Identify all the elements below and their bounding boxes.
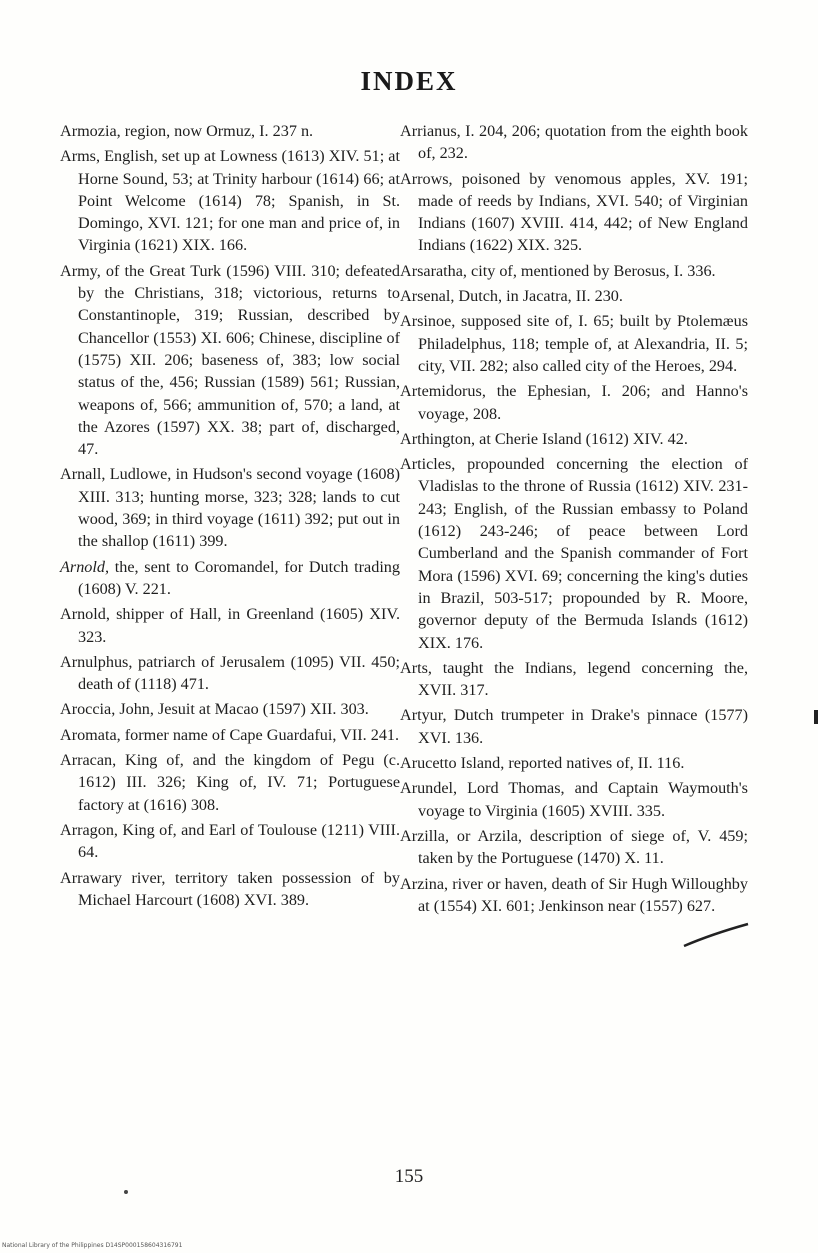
index-entry: Arnall, Ludlowe, in Hudson's second voyage (1608) XIII. 313; hunting morse, 323; 328; lands to cut wood, 369; in third voyage (1611) 392; put out in the shallop (1611) 399. (60, 465, 400, 551)
index-entry: Aroccia, John, Jesuit at Macao (1597) XII. 303. (60, 700, 369, 719)
index-entry: Arucetto Island, reported natives of, II. 116. (400, 754, 685, 773)
index-entry: Artemidorus, the Ephesian, I. 206; and Hanno's voyage, 208. (400, 382, 748, 423)
index-entry: Arzina, river or haven, death of Sir Hugh Willoughby at (1554) XI. 601; Jenkinson near (1557) 627. (400, 874, 748, 915)
index-entry: Articles, propounded concerning the election of Vladislas to the throne of Russia (1612) XIV. 231-243; English, of the Russian embassy to Poland (1612) 243-246; of peace between Lord Cumberland and the Spanish commander of Fort Mora (1596) XVI. 69; concerning the king's duties in Brazil, 503-517; propounded by R. Moore, governor deputy of the Bermuda Islands (1612) XIX. 176. (400, 455, 748, 652)
index-entry: Arsenal, Dutch, in Jacatra, II. 230. (400, 287, 623, 306)
index-entry: Arnulphus, patriarch of Jerusalem (1095) VII. 450; death of (1118) 471. (60, 652, 400, 694)
index-entry: Arsaratha, city of, mentioned by Berosus, I. 336. (400, 261, 716, 280)
pen-mark-decoration (682, 920, 752, 950)
index-entry: Arsinoe, supposed site of, I. 65; built by Ptolemæus Philadelphus, 118; temple of, at Alexandria, II. 5; city, VII. 282; also called city of the Heroes, 294. (400, 312, 748, 375)
index-entry: Arzilla, or Arzila, description of siege of, V. 459; taken by the Portuguese (1470) X. 11. (400, 826, 748, 868)
index-entry: Arthington, at Cherie Island (1612) XIV. 42. (400, 429, 688, 448)
page-edge-mark (814, 710, 818, 724)
index-entry: Arts, taught the Indians, legend concerning the, XVII. 317. (400, 658, 748, 700)
index-entry: Arms, English, set up at Lowness (1613) XIV. 51; at Horne Sound, 53; at Trinity harbour (1614) 66; at Point Welcome (1614) 78; Spanish, in St. Domingo, XVI. 121; for one man and price of, in Virginia (1621) XIX. 166. (60, 147, 400, 255)
index-entry: Arrawary river, territory taken possession of by Michael Harcourt (1608) XVI. 389. (60, 868, 400, 909)
scan-footer: National Library of the Philippines D14SP000158604316791 (2, 1242, 183, 1249)
index-entry: Arnold, shipper of Hall, in Greenland (1605) XIV. 323. (60, 605, 400, 646)
page-number: 155 (394, 1166, 424, 1187)
index-entry: Arrianus, I. 204, 206; quotation from the eighth book of, 232. (400, 122, 748, 163)
index-column-left (60, 120, 400, 914)
index-entry: Arnold, the, sent to Coromandel, for Dutch trading (1608) V. 221. (60, 557, 400, 598)
index-entry: Arragon, King of, and Earl of Toulouse (1211) VIII. 64. (60, 820, 400, 862)
index-entry: Aromata, former name of Cape Guardafui, VII. 241. (60, 725, 400, 744)
index-entry: Army, of the Great Turk (1596) VIII. 310; defeated by the Christians, 318; victorious, returns to Constantinople, 319; Russian, described by Chancellor (1553) XI. 606; Chinese, discipline of (1575) XII. 206; baseness of, 383; low social status of the, 456; Russian (1589) 561; Russian, weapons of, 566; ammunition of, 570; a land, at the Azores (1597) XX. 38; part of, discharged, 47. (60, 261, 400, 459)
page-title: INDEX (360, 66, 458, 96)
ink-dot (124, 1190, 128, 1194)
index-entry: Artyur, Dutch trumpeter in Drake's pinnace (1577) XVI. 136. (400, 706, 748, 747)
index-entry: Arrows, poisoned by venomous apples, XV. 191; made of reeds by Indians, XVI. 540; of Virginian Indians (1607) XVIII. 414, 442; of New England Indians (1622) XIX. 325. (400, 169, 748, 255)
index-entry: Arracan, King of, and the kingdom of Pegu (c. 1612) III. 326; King of, IV. 71; Portuguese factory at (1616) 308. (60, 751, 400, 814)
index-entry: Arundel, Lord Thomas, and Captain Waymouth's voyage to Virginia (1605) XVIII. 335. (400, 779, 748, 820)
index-column-right (400, 120, 748, 920)
index-entry: Armozia, region, now Ormuz, I. 237 n. (60, 122, 314, 140)
